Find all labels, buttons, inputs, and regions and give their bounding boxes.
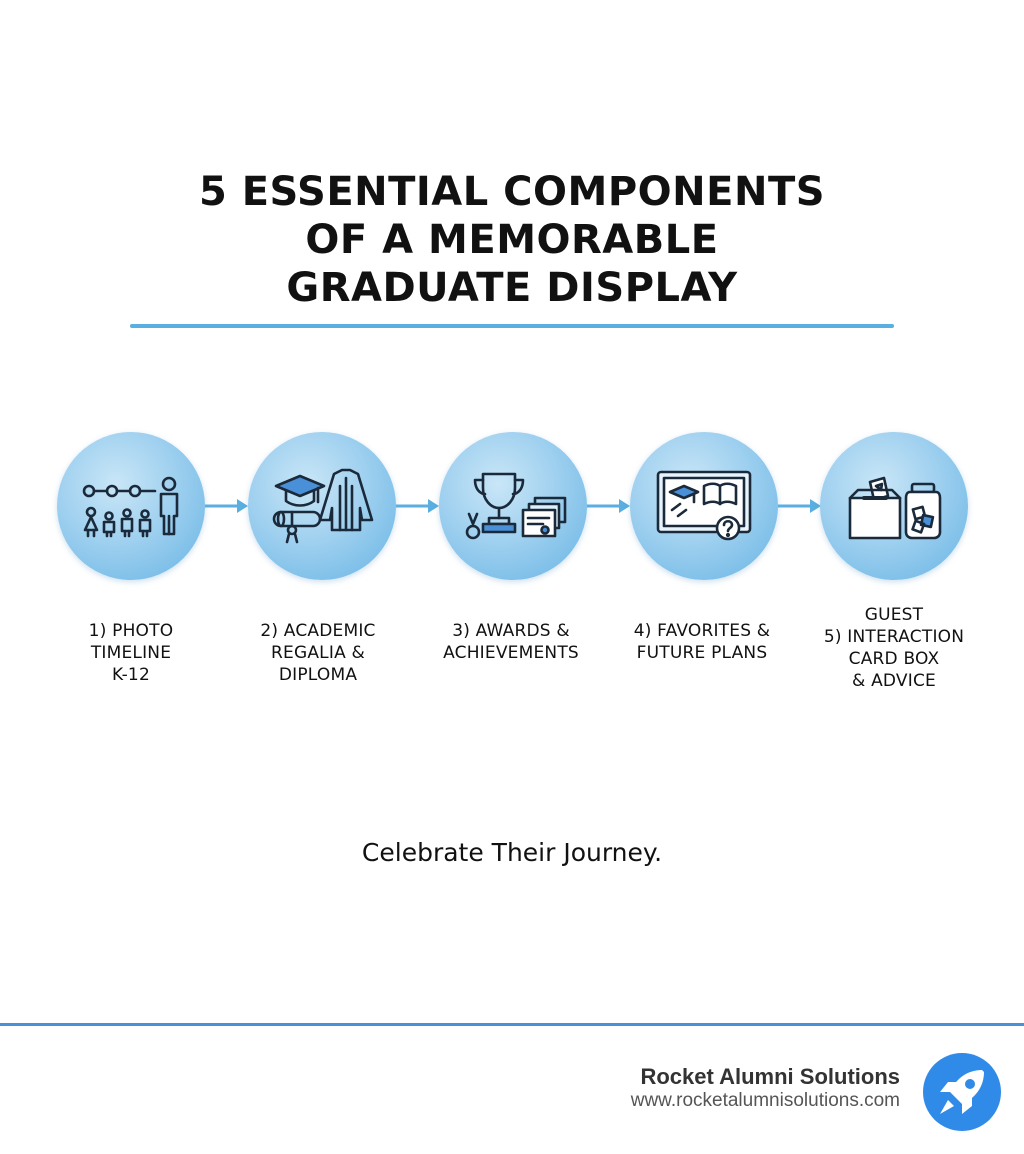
step-3-label-line: ACHIEVEMENTS — [443, 643, 579, 663]
page-title — [0, 168, 1024, 312]
arrow-right-icon — [778, 498, 822, 514]
step-2-circle — [248, 432, 396, 580]
tagline: Celebrate Their Journey. — [361, 838, 663, 867]
step-5-label-line: GUEST — [864, 605, 924, 625]
arrow-right-icon — [205, 498, 249, 514]
footer-divider — [0, 1023, 1024, 1026]
step-4-label-line: FUTURE PLANS — [636, 643, 768, 663]
family-timeline-icon — [71, 446, 191, 566]
step-1-label-line: K-12 — [112, 665, 150, 685]
brand-name: Rocket Alumni Solutions — [640, 1064, 900, 1089]
board-future-plans-icon — [644, 446, 764, 566]
step-4-label — [617, 620, 787, 664]
step-2-label-line: REGALIA & — [271, 643, 365, 663]
brand-url[interactable]: www.rocketalumnisolutions.com — [630, 1090, 900, 1111]
step-4-circle — [630, 432, 778, 580]
title-line-3: GRADUATE DISPLAY — [286, 265, 738, 311]
component-flow — [0, 432, 1024, 582]
step-3-circle — [439, 432, 587, 580]
step-5-circle — [820, 432, 968, 580]
title-line-2: OF A MEMORABLE — [305, 217, 719, 263]
step-2-label — [233, 620, 403, 686]
arrow-right-icon — [587, 498, 631, 514]
step-5-label-line: 5) INTERACTION — [823, 627, 965, 647]
step-5-label-line: & ADVICE — [852, 671, 936, 691]
step-2-label-line: 2) ACADEMIC — [260, 621, 376, 641]
step-1-label-line: TIMELINE — [90, 643, 172, 663]
arrow-right-icon — [396, 498, 440, 514]
step-1-circle — [57, 432, 205, 580]
step-1-label — [46, 620, 216, 686]
cap-gown-diploma-icon — [262, 446, 382, 566]
rocket-icon — [922, 1052, 1002, 1132]
step-5-label — [809, 604, 979, 692]
title-divider — [130, 324, 894, 328]
trophy-certificate-icon — [453, 446, 573, 566]
step-3-label — [426, 620, 596, 664]
step-4-label-line: 4) FAVORITES & — [633, 621, 771, 641]
card-box-jar-icon — [834, 446, 954, 566]
step-5-label-line: CARD BOX — [848, 649, 940, 669]
step-3-label-line: 3) AWARDS & — [452, 621, 570, 641]
step-1-label-line: 1) PHOTO — [88, 621, 174, 641]
step-2-label-line: DIPLOMA — [278, 665, 358, 685]
title-line-1: 5 ESSENTIAL COMPONENTS — [198, 169, 826, 215]
